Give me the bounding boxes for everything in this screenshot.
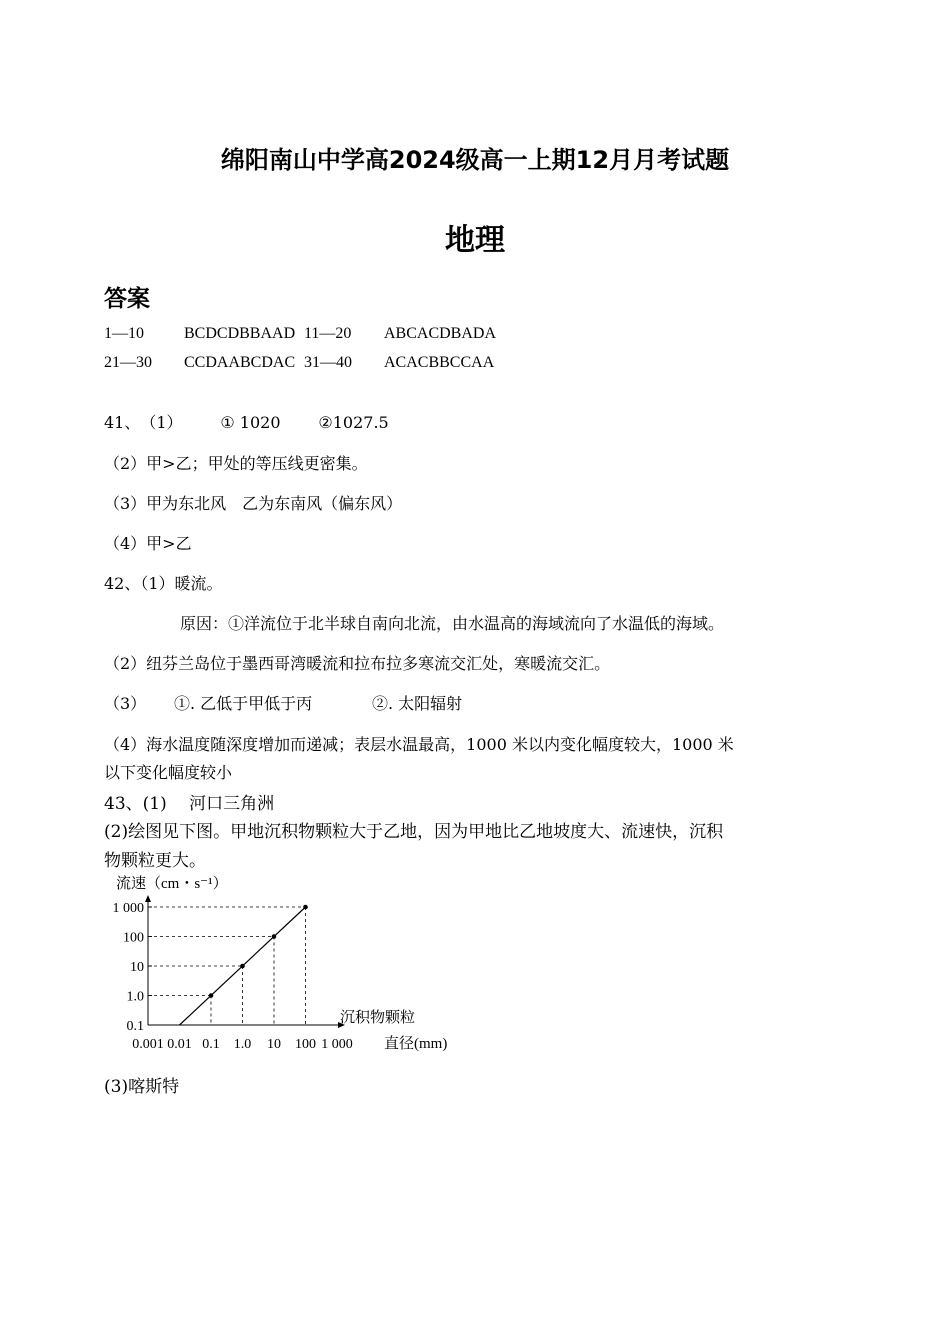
- q41-part1-answer-b: ②1027.5: [318, 413, 389, 432]
- x-tick-label: 1.0: [233, 1037, 252, 1052]
- q42-part3-answer-b: ②. 太阳辐射: [372, 694, 463, 713]
- q43-part2-line1: (2)绘图见下图。甲地沉积物颗粒大于乙地，因为甲地比乙地坡度大、流速快，沉积: [104, 822, 724, 842]
- q43-part3: (3)喀斯特: [104, 1077, 180, 1097]
- q42-number: 42、: [104, 574, 141, 593]
- q41-part4: （4）甲>乙: [104, 534, 192, 553]
- x-tick-label: 0.1: [202, 1037, 220, 1052]
- q41-part1-answer-a: ① 1020: [220, 413, 281, 432]
- x-tick-label: 0.01: [167, 1037, 192, 1052]
- x-tick-label: 1 000: [321, 1037, 353, 1052]
- y-tick-label: 100: [123, 930, 144, 946]
- q41-number: 41、: [104, 413, 141, 432]
- mcq-answers: BCDCDBBAAD: [184, 325, 296, 342]
- q42-part1-reason: 原因：①洋流位于北半球自南向北流，由水温高的海域流向了水温低的海域。: [180, 614, 725, 633]
- data-point: [272, 934, 277, 939]
- mcq-answers: CCDAABCDAC: [184, 354, 296, 371]
- data-point: [240, 964, 245, 969]
- mcq-row-1: [104, 325, 496, 343]
- mcq-row-2: [104, 354, 494, 372]
- q41-part1: [104, 410, 389, 433]
- x-tick-label: 100: [295, 1037, 316, 1052]
- y-tick-label: 0.1: [126, 1019, 144, 1034]
- mcq-range: 31—40: [304, 354, 352, 371]
- q42-part4-line2: 以下变化幅度较小: [104, 763, 233, 782]
- q41-part3: （3）甲为东北风 乙为东南风（偏东风）: [104, 494, 403, 513]
- mcq-range: 21—30: [104, 354, 152, 371]
- q43-part1: 43、(1) 河口三角洲: [104, 794, 275, 814]
- y-axis-label: 流速（cm・s⁻¹）: [116, 876, 228, 892]
- y-tick-label: 1.0: [126, 989, 144, 1005]
- mcq-range: 11—20: [304, 325, 352, 342]
- mcq-range: 1—10: [104, 325, 144, 342]
- subject-title: 地理: [445, 223, 505, 258]
- q41-part2: （2）甲>乙；甲处的等压线更密集。: [104, 454, 368, 473]
- x-axis-label-line2: 直径(mm): [384, 1036, 448, 1052]
- q42-part3-label: （3）: [104, 694, 147, 713]
- mcq-answers: ACACBBCCAA: [384, 354, 495, 371]
- y-tick-label: 1 000: [112, 901, 144, 916]
- mcq-answers: ABCACDBADA: [384, 325, 497, 342]
- data-point: [209, 993, 214, 998]
- q42-part2: （2）纽芬兰岛位于墨西哥湾暖流和拉布拉多寒流交汇处，寒暖流交汇。: [104, 654, 611, 673]
- answers-heading: 答案: [104, 286, 150, 312]
- x-axis-label-line1: 沉积物颗粒: [340, 1010, 416, 1026]
- q43-part2-line2: 物颗粒更大。: [104, 851, 206, 871]
- q42-part4-line1: （4）海水温度随深度增加而递减；表层水温最高，1000 米以内变化幅度较大，1000 米: [104, 735, 734, 754]
- q42-part3: [104, 691, 462, 714]
- q41-part1-label: （1）: [140, 413, 183, 432]
- q42-part3-answer-a: ①. 乙低于甲低于丙: [174, 694, 313, 713]
- y-axis-arrow: [145, 895, 151, 902]
- y-tick-label: 10: [130, 960, 144, 975]
- x-tick-label: 0.001: [132, 1037, 164, 1052]
- sediment-velocity-chart: [100, 866, 460, 1056]
- data-point: [303, 905, 308, 910]
- document-title: 绵阳南山中学高2024级高一上期12月月考试题: [220, 146, 730, 174]
- q42-part1: [104, 571, 223, 594]
- q42-part1-answer: （1）暖流。: [140, 574, 223, 593]
- x-tick-label: 10: [267, 1037, 281, 1052]
